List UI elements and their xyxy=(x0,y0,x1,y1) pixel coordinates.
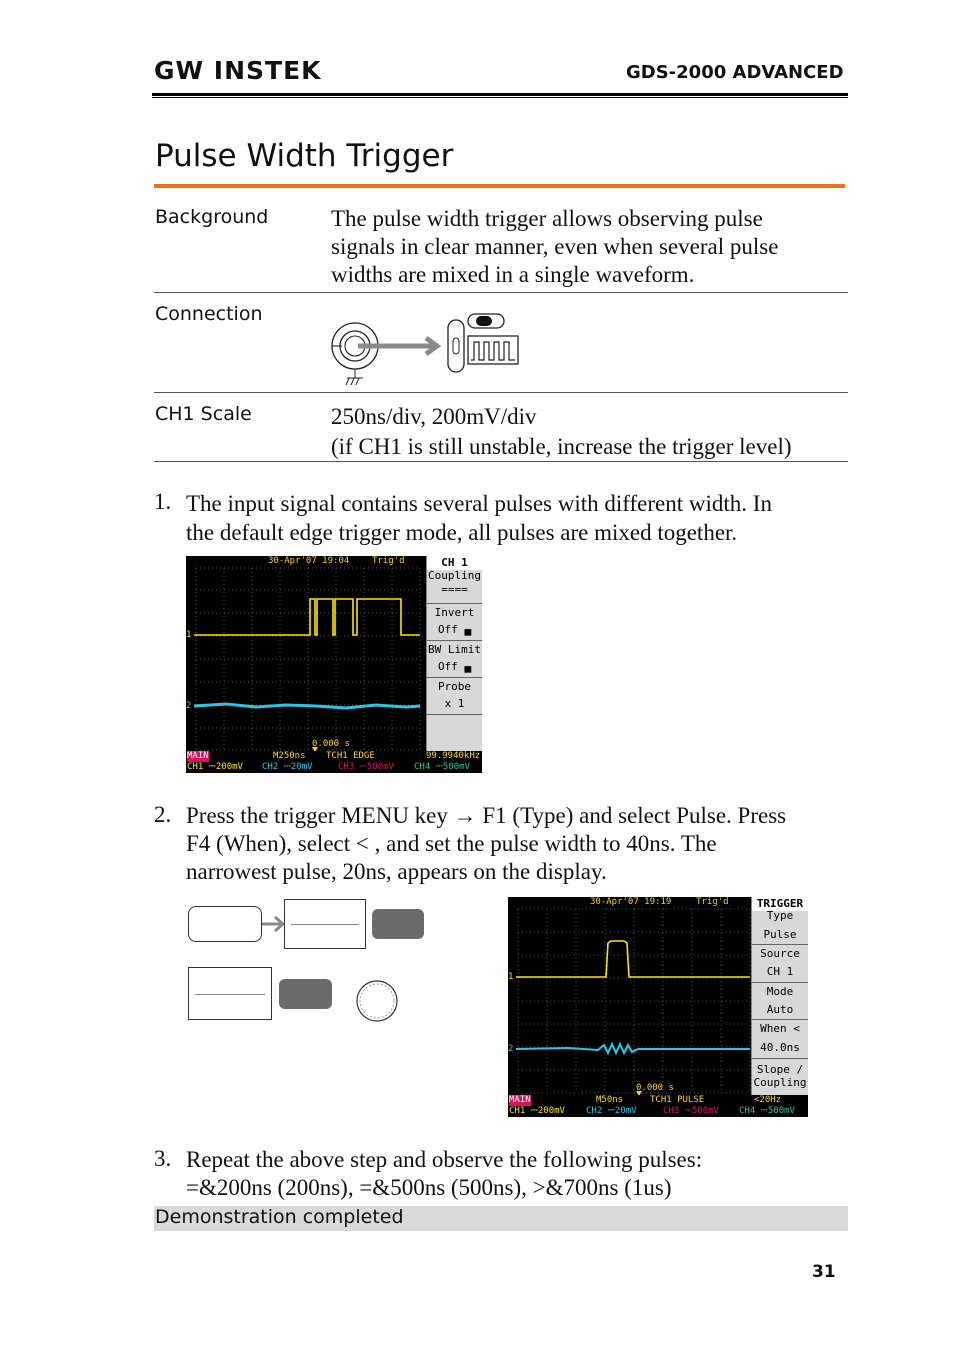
scope-2-time-position: 0.000 s xyxy=(636,1083,674,1093)
scope-1-ch4-scale: CH4 ⎓500mV xyxy=(414,762,470,772)
scope-2-menu-mode-value: Auto xyxy=(766,1003,794,1016)
scope-2-menu-source[interactable]: Source xyxy=(760,947,800,960)
scope-2-menu-source-value: CH 1 xyxy=(766,965,794,978)
step-line: narrowest pulse, 20ns, appears on the display. xyxy=(186,859,607,884)
scope-2-ch2-scale: CH2 ⎓20mV xyxy=(586,1106,637,1116)
scope-1-menu-invert-value xyxy=(427,623,482,637)
step-number: 3. xyxy=(154,1146,172,1171)
step-text xyxy=(186,802,786,886)
background-line: signals in clear manner, even when several pulse xyxy=(331,234,779,259)
background-line: The pulse width trigger allows observing pulse xyxy=(331,206,763,231)
scope-1-menu-bwlimit-value xyxy=(427,660,482,674)
scope-2-menu-type[interactable]: Type xyxy=(766,909,794,922)
step-number: 2. xyxy=(154,802,172,827)
step-line: F4 (When), select < , and set the pulse width to 40ns. The xyxy=(186,831,717,856)
row-divider xyxy=(154,392,848,393)
scope-1-menu-title: CH 1 xyxy=(427,556,482,570)
pulse-symbol-icon: ▄ xyxy=(464,660,472,673)
step-number: 1. xyxy=(154,489,172,514)
scope-1-ch1-scale: CH1 ⎓200mV xyxy=(187,762,243,772)
scope-1-menu-coupling[interactable]: Coupling xyxy=(428,569,481,582)
scope-1-time-position: 0.000 s xyxy=(312,739,350,749)
scope-2-status-bar xyxy=(508,897,752,907)
variable-knob-icon xyxy=(355,979,399,1023)
page-number: 31 xyxy=(812,1262,836,1282)
scope-2-main-label: MAIN xyxy=(509,1095,531,1105)
step-line: =&200ns (200ns), =&500ns (500ns), >&700ns (1us) xyxy=(186,1175,672,1200)
ch1-scale-line: 250ns/div, 200mV/div xyxy=(331,404,537,429)
page-title: Pulse Width Trigger xyxy=(155,138,454,174)
scope-1-info-bar xyxy=(186,751,482,773)
scope-1-date: 30-Apr'07 19:04 xyxy=(268,556,350,566)
bwlimit-value: Off xyxy=(437,660,458,673)
scope-1-menu-probe-value: x 1 xyxy=(444,697,465,710)
scope-1-menu-coupling-value: ==== xyxy=(441,583,468,596)
scope-2-ch2-marker: 2 xyxy=(508,1044,514,1054)
pulse-symbol-icon: ▄ xyxy=(464,623,472,636)
connection-label: Connection xyxy=(155,303,263,325)
step-line: Repeat the above step and observe the following pulses: xyxy=(186,1147,703,1172)
scope-1-soft-menu xyxy=(426,556,482,751)
scope-1-menu-bwlimit[interactable]: BW Limit xyxy=(428,643,481,656)
f4-key-illustration xyxy=(279,979,332,1009)
scope-2-menu-title: TRIGGER xyxy=(752,897,808,911)
invert-value: Off xyxy=(437,623,458,636)
scope-1-timebase: M250ns xyxy=(273,751,306,761)
scope-2-trig-status: Trig'd xyxy=(696,897,729,907)
brand-logo: GW INSTEK xyxy=(154,56,322,85)
scope-1-main-label: MAIN xyxy=(187,751,209,761)
scope-2-soft-menu xyxy=(751,897,808,1095)
scope-2-menu-type-value: Pulse xyxy=(763,928,797,941)
scope-1-frequency: 99.9940kHz xyxy=(426,751,481,761)
scope-2-waveform-display xyxy=(508,897,752,1117)
arrow-right-icon xyxy=(262,914,286,934)
bnc-connector-icon xyxy=(332,323,378,385)
header-rule xyxy=(152,93,848,96)
scope-2-date: 30-Apr'07 19:19 xyxy=(590,897,672,907)
type-softkey-illustration xyxy=(284,899,366,949)
scope-screenshot-1 xyxy=(186,556,482,773)
step-line: The input signal contains several pulses with different width. In xyxy=(186,491,772,516)
scope-1-ch1-marker: 1 xyxy=(186,630,192,640)
scope-1-ch3-scale: CH3 ⎓500mV xyxy=(338,762,394,772)
scope-1-ch2-scale: CH2 ⎓20mV xyxy=(262,762,313,772)
scope-2-ch1-marker: 1 xyxy=(508,972,514,982)
ch1-scale-line: (if CH1 is still unstable, increase the trigger level) xyxy=(331,434,792,459)
background-text xyxy=(331,205,778,289)
ch1-scale-label: CH1 Scale xyxy=(155,403,252,425)
scope-2-frequency: <20Hz xyxy=(754,1095,782,1105)
scope-2-info-bar xyxy=(508,1095,808,1117)
scope-2-menu-coupling[interactable]: Coupling xyxy=(753,1076,807,1089)
scope-2-ch4-scale: CH4 ⎓500mV xyxy=(739,1106,795,1116)
ch1-scale-text xyxy=(331,402,792,462)
step-line: the default edge trigger mode, all pulses are mixed together. xyxy=(186,520,738,545)
menu-key-illustration xyxy=(188,906,262,942)
when-softkey-illustration xyxy=(188,967,272,1020)
step-line: Press the trigger MENU key → F1 (Type) and select Pulse. Press xyxy=(186,803,787,828)
scope-1-status-bar xyxy=(186,556,426,566)
scope-screenshot-2 xyxy=(508,897,808,1117)
scope-1-menu-invert[interactable]: Invert xyxy=(434,606,475,619)
title-underline xyxy=(154,184,845,188)
scope-2-ch3-scale: CH3 ⎓500mV xyxy=(663,1106,719,1116)
scope-2-trigger-info: TCH1 PULSE xyxy=(650,1095,705,1105)
demo-completed-text: Demonstration completed xyxy=(155,1206,404,1228)
connection-diagram xyxy=(330,308,525,390)
step-text xyxy=(186,1146,702,1202)
header-rule-thin xyxy=(152,97,848,98)
arrow-right-icon xyxy=(358,338,437,354)
scope-2-timebase: M50ns xyxy=(596,1095,624,1105)
scope-1-ch2-marker: 2 xyxy=(186,701,192,711)
step-text xyxy=(186,489,772,547)
scope-2-menu-when[interactable]: When < xyxy=(760,1022,800,1035)
scope-2-menu-when-value: 40.0ns xyxy=(760,1041,800,1054)
scope-1-trigger-info: TCH1 EDGE xyxy=(326,751,375,761)
scope-2-ch1-scale: CH1 ⎓200mV xyxy=(509,1106,565,1116)
scope-1-waveform-display xyxy=(186,556,426,773)
row-divider xyxy=(154,292,848,293)
background-line: widths are mixed in a single waveform. xyxy=(331,262,695,287)
pulse-generator-icon xyxy=(448,314,518,372)
scope-1-menu-probe[interactable]: Probe xyxy=(437,680,472,693)
background-label: Background xyxy=(155,206,269,228)
f1-key-illustration xyxy=(372,909,424,939)
model-name: GDS-2000 ADVANCED xyxy=(626,62,844,83)
scope-2-menu-slope[interactable]: Slope / xyxy=(756,1063,804,1076)
row-divider xyxy=(154,461,848,462)
scope-1-trig-status: Trig'd xyxy=(372,556,405,566)
scope-2-menu-mode[interactable]: Mode xyxy=(766,985,794,998)
